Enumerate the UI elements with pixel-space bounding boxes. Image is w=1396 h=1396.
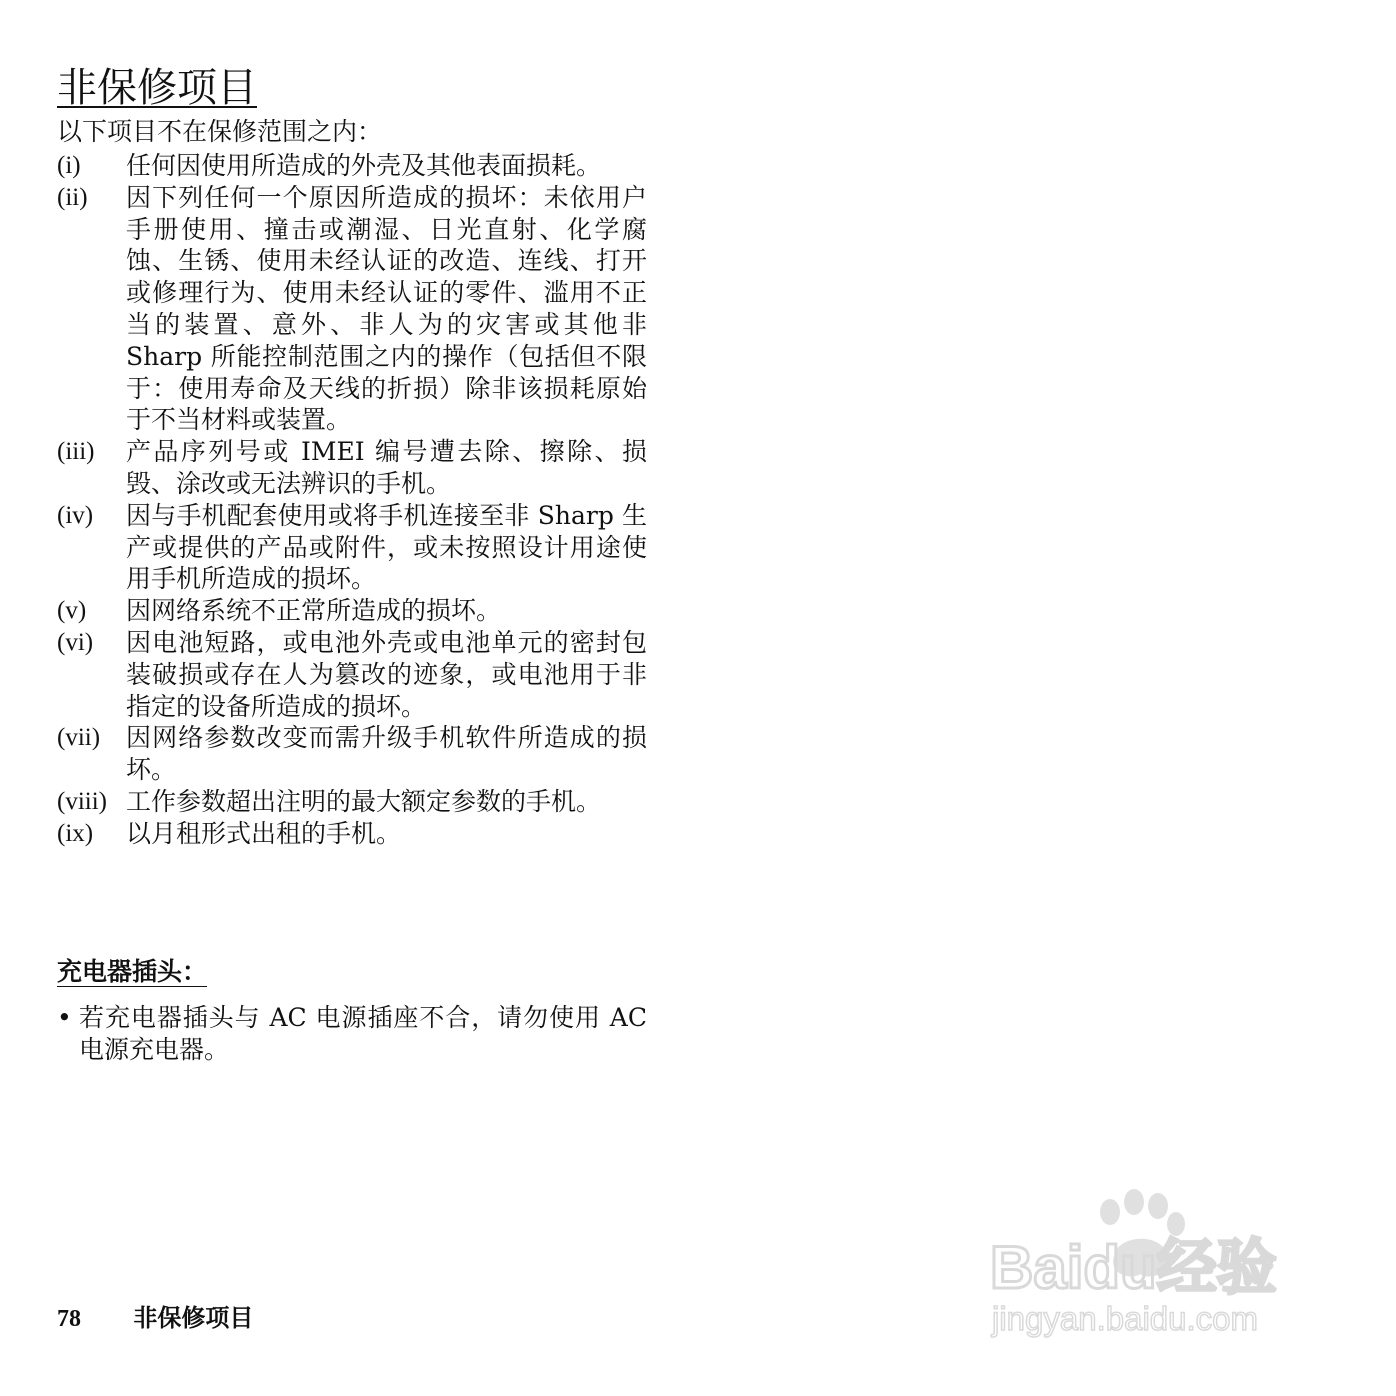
item-label: (iii) xyxy=(57,438,95,466)
list-item xyxy=(57,500,647,595)
list-item xyxy=(57,627,647,722)
item-label: (viii) xyxy=(57,787,107,815)
bullet-text: 若充电器插头与 AC 电源插座不合，请勿使用 AC 电源充电器。 xyxy=(79,1003,647,1064)
item-text: 因网络系统不正常所造成的损坏。 xyxy=(126,596,502,626)
charger-bullet-list xyxy=(57,1002,647,1066)
watermark-url: jingyan.baidu.com xyxy=(992,1300,1258,1337)
item-text: 产品序列号或 IMEI 编号遭去除、擦除、损毁、涂改或无法辨识的手机。 xyxy=(126,437,647,498)
item-label: (i) xyxy=(57,152,81,179)
footer-section-title: 非保修项目 xyxy=(133,1303,254,1332)
list-item xyxy=(57,722,647,786)
page-number: 78 xyxy=(57,1306,81,1332)
page-title: 非保修项目 xyxy=(57,65,257,111)
item-text: 因与手机配套使用或将手机连接至非 Sharp 生产或提供的产品或附件，或未按照设计用途使用手机所造成的损坏。 xyxy=(126,500,647,594)
item-text: 因电池短路，或电池外壳或电池单元的密封包装破损或存在人为篡改的迹象，或电池用于非指定的设备所造成的损坏。 xyxy=(126,627,647,721)
item-label: (vii) xyxy=(57,724,101,752)
list-item xyxy=(57,595,647,627)
list-item xyxy=(57,182,647,436)
bullet-item xyxy=(57,1002,647,1066)
charger-plug-heading: 充电器插头： xyxy=(57,957,208,986)
list-item xyxy=(57,436,647,500)
intro-text: 以下项目不在保修范围之内： xyxy=(57,117,383,146)
item-text: 因下列任何一个原因所造成的损坏：未依用户手册使用、撞击或潮湿、日光直射、化学腐蚀、生锈、使用未经认证的改造、连线、打开或修理行为、使用未经认证的零件、滥用不正当的装置、意外、非人为的灾害或其他非 Sharp 所能控制范围之内的操作（包括但不限于：使用寿命及天线的折损）除非该损耗原始于不当材料或装置。 xyxy=(126,182,647,435)
item-text: 任何因使用所造成的外壳及其他表面损耗。 xyxy=(126,151,602,180)
list-item xyxy=(57,150,647,182)
baidu-jingyan-watermark xyxy=(986,1184,1316,1344)
page-footer xyxy=(57,1302,253,1335)
item-label: (vi) xyxy=(57,628,94,656)
item-label: (v) xyxy=(57,597,87,625)
item-label: (ix) xyxy=(57,819,94,847)
list-item xyxy=(57,818,647,850)
item-text: 因网络参数改变而需升级手机软件所造成的损坏。 xyxy=(126,723,647,785)
list-item xyxy=(57,786,647,818)
item-label: (iv) xyxy=(57,501,94,529)
item-label: (ii) xyxy=(57,183,88,211)
bullet-icon: • xyxy=(57,1003,72,1032)
item-text: 工作参数超出注明的最大额定参数的手机。 xyxy=(126,786,602,816)
watermark-brand: Baidu经验 xyxy=(990,1234,1277,1301)
non-warranty-list xyxy=(57,150,647,850)
watermark-logo xyxy=(986,1184,1316,1344)
item-text: 以月租形式出租的手机。 xyxy=(126,818,402,848)
